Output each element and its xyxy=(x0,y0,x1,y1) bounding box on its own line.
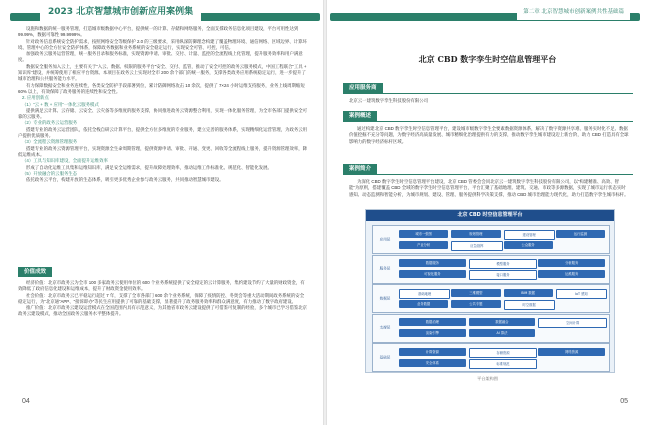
diagram-box: 可视化服务 xyxy=(399,270,466,278)
paragraph: 搭建专业的政务云资源管理平台，实现资源全生命周期管理，提供资源申请、审批、开通、变更、回收等全流程线上服务，提升资源管理效率，降低运维成本。 xyxy=(18,145,308,157)
overview-text: 通过构建北京 CBD 数字孪生时空信息管理平台，建设城市级数字孪生全要素数据资源体系，解决了数字资源共享难、服务实时化不足、数据价值挖掘不充分等问题，为数字经济高质量发展、城市精细化治理提供有力的支撑，推动数字孪生城市建设迈上新台阶，助力 CBD 打造具有全球影响力的数字经济标杆区域。 xyxy=(349,126,629,144)
diagram-box: 时空数据 xyxy=(504,300,555,310)
diagram-box: BIM 数据 xyxy=(504,289,553,297)
architecture-diagram xyxy=(365,209,615,373)
paragraph: 形成了自动化运维工具集和运维知识库，满足安全运维需求，提升故障处理效率，推动运维工作标准化、规范化、智能化发展。 xyxy=(26,164,272,170)
diagram-box: 三维模型 xyxy=(451,289,500,297)
diagram-box: 接口服务 xyxy=(469,270,538,280)
provider-heading: 应用服务商 xyxy=(343,83,383,93)
left-body-text xyxy=(18,26,308,183)
paragraph: （5）开放融合的云服务生态 xyxy=(22,170,78,176)
layer-label: 服务层 xyxy=(379,266,391,271)
right-page-number: 05 xyxy=(620,398,628,405)
book-gutter xyxy=(323,0,327,425)
paragraph: 数据安全服务加入云上，主要有关于“入云、数据、权限的服务平台”安全、交付、监管，推动了安全可控的政务云服务模式，中国工程联合“工具 + 知识库”建设，并统筹使用了相应平台资源。本项目在政务云上实现对全市 200 余个部门的统一服务，支撑各类政务应用系统稳定运行，进一步提升了城市治理和公共服务能力水平。 xyxy=(18,63,307,82)
diagram-box: 产业分析 xyxy=(399,241,448,249)
paragraph: 有力保障数据安全和业务连续性，各类安全防护手段部署到位，累计防御网络攻击 10 余次，提供了 7×24 小时运维支持服务，业务上线周期缩短 60% 以上，有效保障了政务服务的连续性和安全性。 xyxy=(18,82,305,94)
left-page-number: 04 xyxy=(22,398,30,405)
value-heading: 价值成效 xyxy=(18,267,52,277)
diagram-layer xyxy=(372,255,610,284)
paragraph: （3）全流程云资源管理服务 xyxy=(22,139,78,145)
paragraph: （2）专业的政务云运营服务 xyxy=(22,120,78,126)
diagram-box: 城市一张图 xyxy=(399,230,448,238)
value-body-text xyxy=(18,280,308,318)
chapter-title: 第二章 北京智慧城市创新案例共性基础篇 xyxy=(517,5,630,20)
diagram-title: 北京 CBD 时空信息管理平台 xyxy=(366,210,614,221)
paragraph: 提供满足云计算、云存储、云安全、云灾备等多维度的服务支撑，协同推进政务云资源整合利用，实现一体化服务管理，为全市各部门提供安全可靠的云服务。 xyxy=(18,107,308,120)
layer-label: 支撑层 xyxy=(379,325,391,330)
section-rule xyxy=(343,93,633,94)
diagram-box: AI 算法 xyxy=(469,329,536,337)
paragraph: （4）工具与知识库建设，全面提升运维效率 xyxy=(22,158,108,164)
paragraph: 针对政务信息系统安全防护需求，按照网络安全等级保护 2.0 的三级要求，采用纵深防御理念构建了覆盖物理环境、通信网络、区域边界、计算环境、管理中心的全方位安全防护体系，保障政务数据和业务系统的安全稳定运行，实现安全可管、可控、可信。 xyxy=(18,38,307,50)
paragraph: 依托政务云平台，构建开放的生态体系，吸引更多优秀企业参与政务云服务，共同推动智慧城市建设。 xyxy=(26,177,224,183)
diagram-box: 公众服务 xyxy=(504,241,553,249)
paragraph: 搭建专业的政务云运营团队，依托全栈自研云计算平台，提供全方位多维度的专业服务，建立完善的服务体系，实现精细化运营管理，为政务云用户提供优质服务。 xyxy=(18,126,308,139)
detail-heading: 案例简介 xyxy=(343,164,377,174)
diagram-box: 规划管理 xyxy=(451,230,500,238)
diagram-box: 网络资源 xyxy=(538,348,605,356)
diagram-box: 安全体系 xyxy=(399,359,466,367)
diagram-box: 基础地理 xyxy=(399,289,450,299)
diagram-layer xyxy=(372,284,610,313)
overview-heading: 案例概述 xyxy=(343,111,377,121)
paragraph: 推广价值：北京市政务云建设运营模式在全国范围内具有示范意义，为其他省市政务云建设提供了可借鉴可复制的经验，多个城市已学习借鉴北京政务云建设模式，推动全国政务云服务水平整体提升。 xyxy=(18,305,308,317)
detail-text: 为深化 CBD 数字孪生时空信息管理平台建设，北京 CBD 管委会会同北京云一建筑数字孪生科技股份有限公司，以“构建精准、高效、智能”为原则，搭建覆盖 CBD 全域的数字孪生时空信息管理平台，平台汇聚了基础地理、建筑、交通、市政等多源数据，实现了城市运行状态实时感知、动态监测和智能分析，为城市规划、建设、管理、服务提供科学决策支撑，推动 CBD 城市治理能力现代化，助力打造数字孪生城市标杆。 xyxy=(349,179,629,197)
paragraph: 社会价值：北京市政务云已平稳运行超过 7 年，支撑了全市各部门 600 余个业务系统，保障了疫情防控、冬奥会等重大活动期间政务系统的安全稳定运行，为“北京通”APP、“接诉即办”等民生应用提供了可靠的基础支撑，显著提升了政务服务效率和群众满意度，有力推动了数字政府建设。 xyxy=(18,292,305,304)
diagram-box: 业务数据 xyxy=(399,300,448,308)
diagram-box: 模型服务 xyxy=(469,259,538,269)
case-title: 北京 CBD 数字孪生时空信息管理平台 xyxy=(418,54,557,64)
paragraph: 经济价值：北京市政务云为全市 100 多家政务云使用单位的 600 个业务系统提供了安全稳定的云计算服务，集约建设节约了大量的财政资金，有效降低了政府信息化建设和运维成本，提升了财政资金使用效率。 xyxy=(18,280,305,292)
diagram-box: 运维服务 xyxy=(538,270,605,278)
book-title: 2023 北京智慧城市创新应用案例集 xyxy=(40,4,201,21)
layer-label: 基础层 xyxy=(379,355,391,359)
right-page-header xyxy=(330,4,640,22)
diagram-box: 渲染引擎 xyxy=(399,329,466,337)
diagram-box: 空间计算 xyxy=(538,318,607,328)
section-rule xyxy=(343,174,633,175)
diagram-box: 存储资源 xyxy=(469,348,538,358)
diagram-layer xyxy=(372,225,610,254)
diagram-caption: 平台架构图 xyxy=(477,376,498,381)
paragraph: 加强政务云服务运营管理，统一服务目录和服务标准，实现资源申请、审批、交付、计量、监控的全流程线上化管理，提升服务效率和用户满意度。 xyxy=(18,51,303,63)
diagram-layer xyxy=(372,314,610,343)
paragraph: （1）“云 + 数 + 应用”一体化云服务模式 xyxy=(22,101,99,107)
diagram-box: 应急指挥 xyxy=(451,241,502,251)
left-page-header xyxy=(10,4,320,22)
diagram-box: 分析服务 xyxy=(538,259,605,267)
diagram-box: 数据服务 xyxy=(399,259,466,267)
right-page xyxy=(325,0,650,425)
diagram-box: 计算资源 xyxy=(399,348,466,356)
diagram-box: 数据融合 xyxy=(469,318,536,326)
diagram-box: IoT 感知 xyxy=(556,289,607,299)
layer-label: 应用层 xyxy=(379,237,391,241)
diagram-box: 运行监测 xyxy=(556,230,605,238)
diagram-box: 数据治理 xyxy=(399,318,466,326)
section-rule xyxy=(343,121,633,122)
paragraph: 2. 应用创新点 xyxy=(22,95,49,101)
diagram-box: 公共专题 xyxy=(451,300,500,308)
layer-label: 数据层 xyxy=(379,296,391,300)
diagram-layer xyxy=(372,343,610,372)
diagram-box: 建设管理 xyxy=(504,230,555,240)
provider-text: 北京云一建筑数字孪生科技股份有限公司 xyxy=(349,98,429,103)
paragraph: 设施和数据的统一服务管理，打造城市级数据中心平台，提供统一的计算、存储和网络服务，全面支撑政务信息化项目建设，平台可用性达到 99.99%，数据可靠性 99.9999%。 xyxy=(18,26,299,38)
diagram-box: 标准规范 xyxy=(469,359,538,369)
